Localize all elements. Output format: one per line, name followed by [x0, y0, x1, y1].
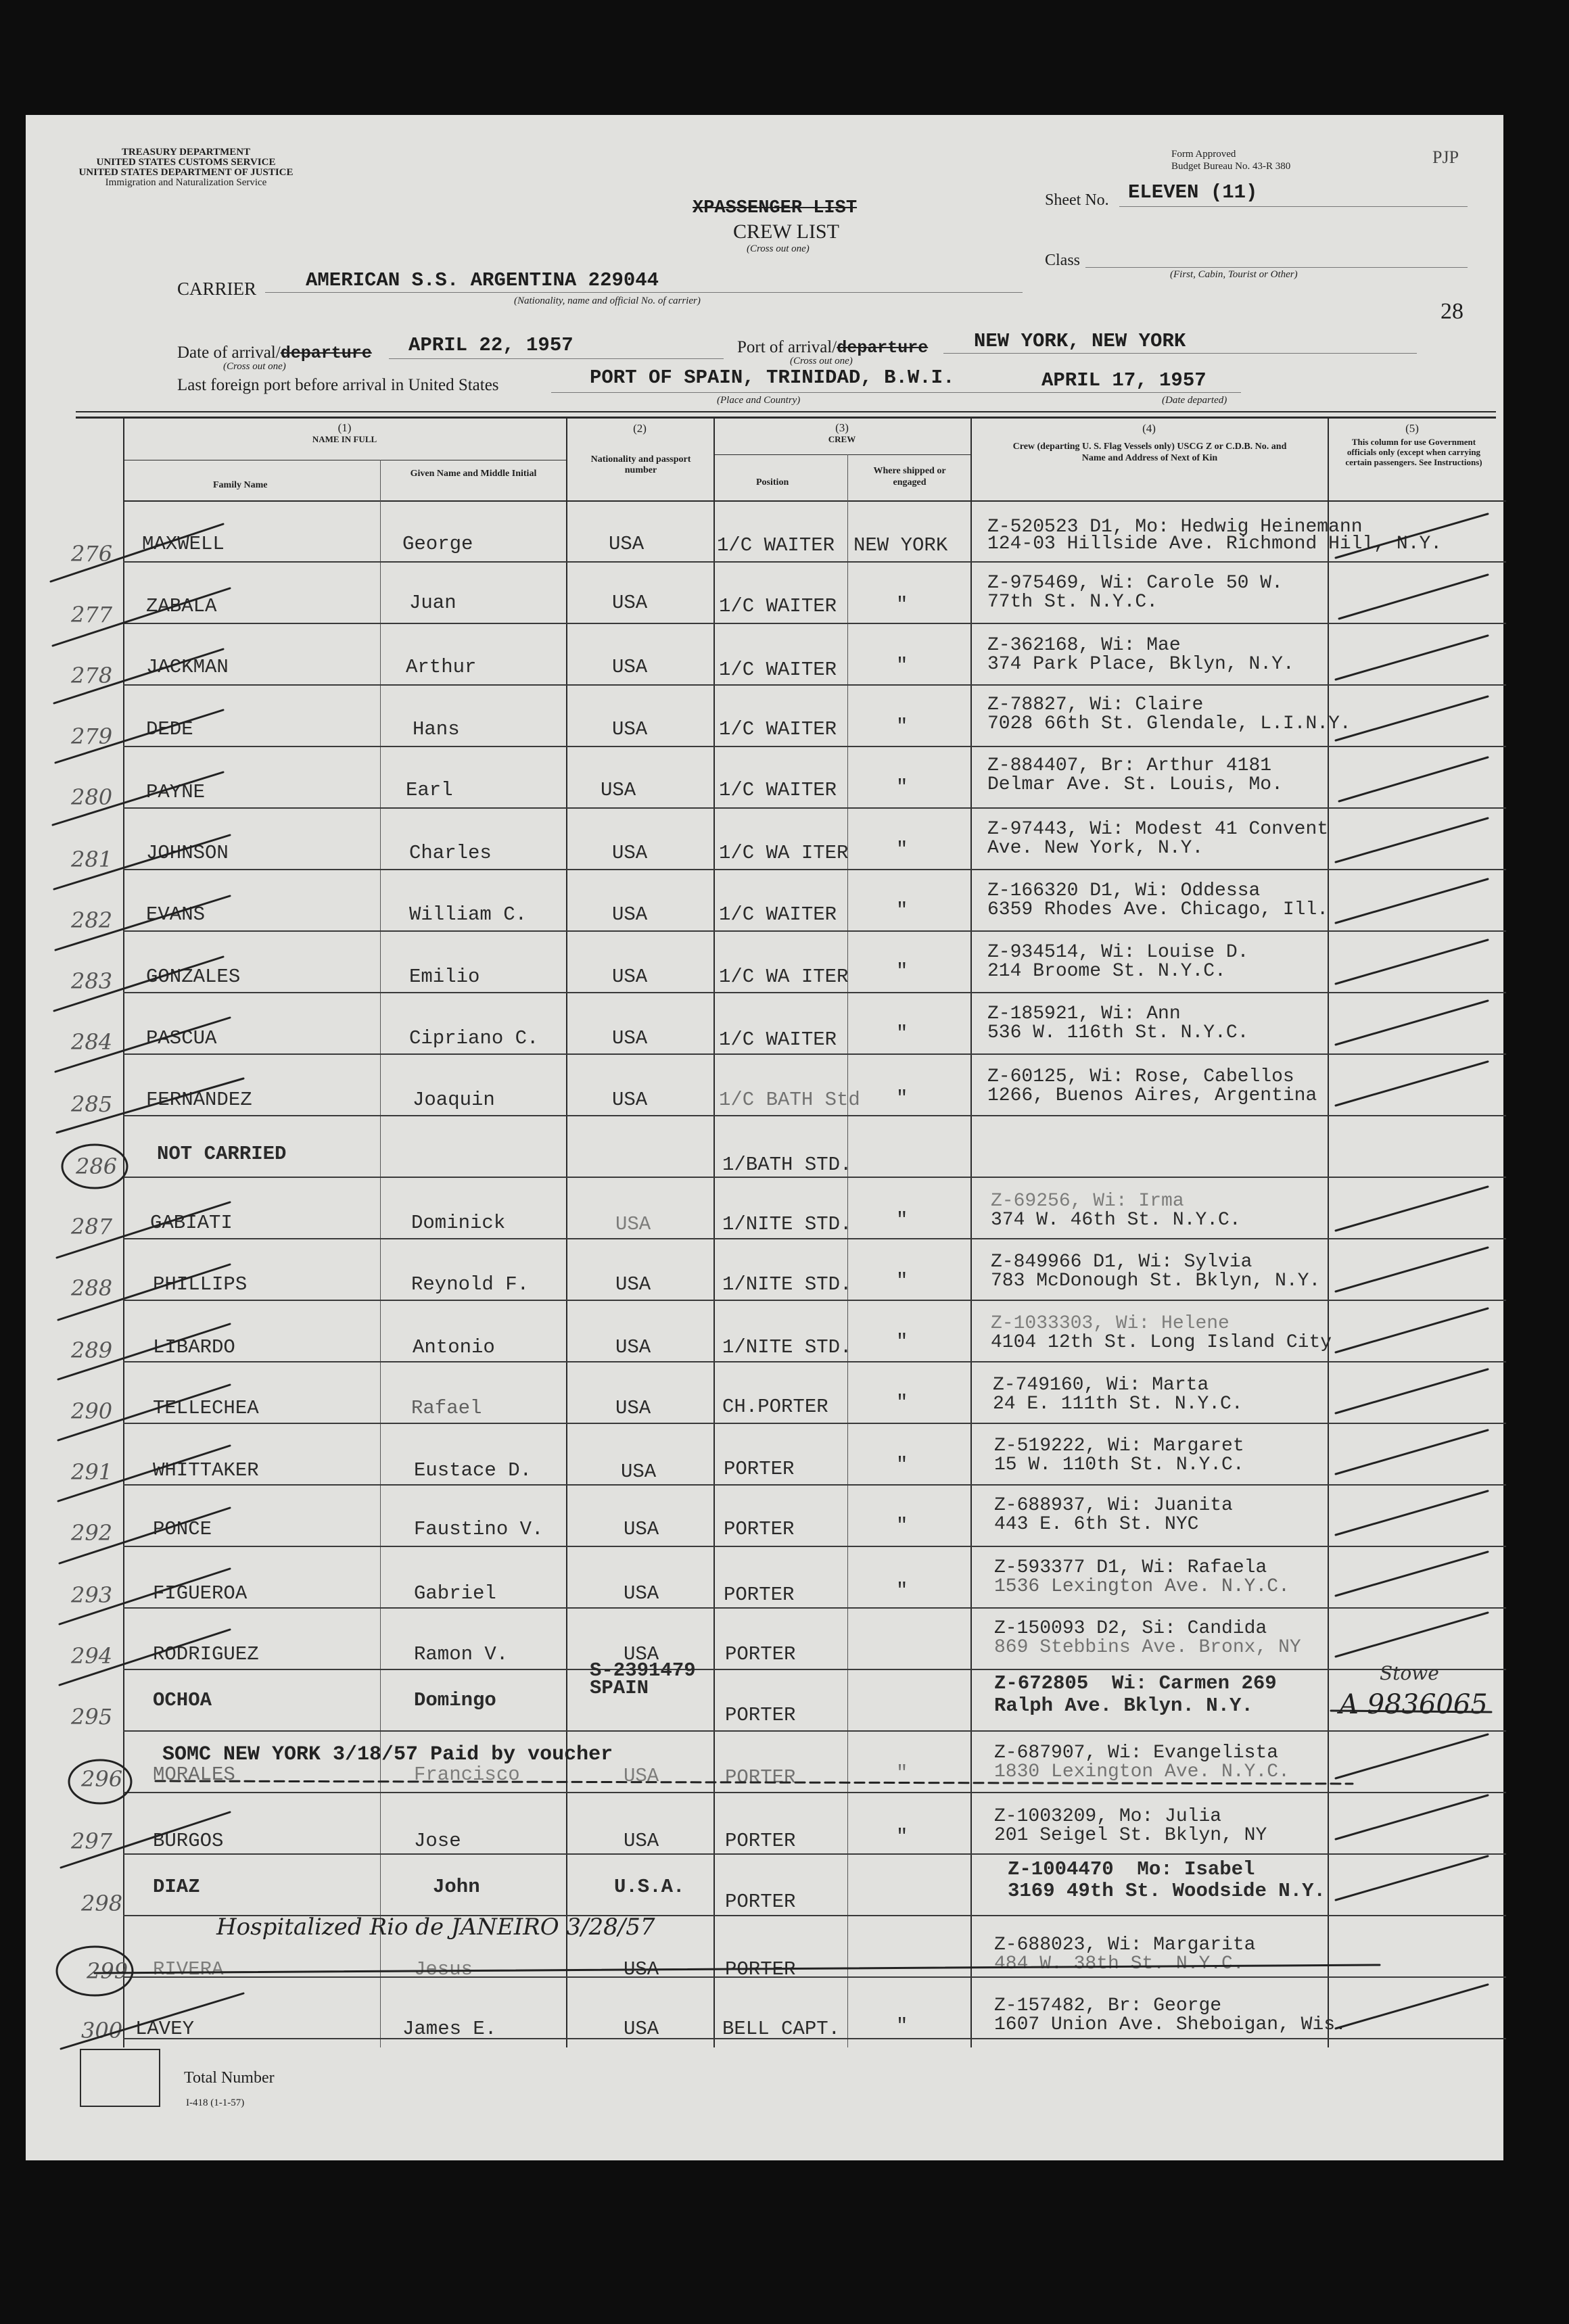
cross-out-hint: (Cross out one) [223, 361, 286, 372]
next-of-kin-line: Z-1003209, Mo: Julia [994, 1806, 1222, 1827]
agency-line: TREASURY DEPARTMENT [121, 147, 251, 158]
position: 1/C WA ITER [719, 842, 849, 864]
where-shipped: " [896, 899, 908, 922]
date-departed-value: APRIL 17, 1957 [1041, 369, 1207, 392]
row-number: 295 [71, 1704, 113, 1730]
position: 1/C WAITER [719, 595, 837, 617]
position: PORTER [725, 1958, 796, 1981]
next-of-kin-line: Z-593377 D1, Wi: Rafaela [994, 1557, 1267, 1578]
where-shipped: " [896, 1331, 908, 1353]
where-shipped: " [896, 594, 908, 616]
family-name: GABIATI [150, 1212, 233, 1234]
next-of-kin-line: 1830 Lexington Ave. N.Y.C. [994, 1761, 1290, 1782]
row-number: 289 [71, 1337, 113, 1363]
row-number: 288 [71, 1275, 113, 1301]
next-of-kin-line: 6359 Rhodes Ave. Chicago, Ill. [987, 899, 1329, 920]
nationality: USA [624, 1582, 659, 1605]
where-shipped: " [896, 776, 908, 799]
given-name: John [433, 1876, 480, 1898]
col-1-header: (1) NAME IN FULL [312, 421, 377, 444]
position: CH.PORTER [722, 1396, 828, 1418]
family-name: MORALES [153, 1763, 235, 1786]
cross-out-hint: (Cross out one) [790, 356, 853, 366]
given-name: Gabriel [414, 1582, 496, 1605]
family-name: LIBARDO [153, 1336, 235, 1358]
row-number: 281 [71, 847, 113, 872]
next-of-kin-line: Z-520523 D1, Mo: Hedwig Heinemann [987, 517, 1363, 538]
nationality: USA [609, 533, 645, 555]
class-hint: (First, Cabin, Tourist or Other) [1170, 269, 1298, 280]
next-of-kin-line: Z-60125, Wi: Rose, Cabellos [987, 1066, 1294, 1087]
carrier-hint: (Nationality, name and official No. of carrier) [514, 295, 701, 306]
nationality: USA [612, 1027, 648, 1049]
given-name: Rafael [411, 1397, 482, 1419]
where-shipped: " [896, 838, 908, 861]
next-of-kin-line: 869 Stebbins Ave. Bronx, NY [994, 1637, 1301, 1658]
next-of-kin-line: 374 W. 46th St. N.Y.C. [991, 1210, 1241, 1231]
family-name: NOT CARRIED [157, 1143, 287, 1165]
nationality: USA [612, 718, 648, 740]
position: PORTER [725, 1704, 796, 1726]
family-name: DIAZ [153, 1876, 200, 1898]
total-number-box [80, 2049, 160, 2107]
where-shipped: " [896, 1022, 908, 1045]
col-where-shipped: Where shipped or engaged [873, 466, 946, 488]
position: 1/C WAITER [719, 779, 837, 801]
row-number: 299 [87, 1958, 128, 1984]
port-value: NEW YORK, NEW YORK [974, 330, 1186, 352]
col-4-number: (4) [1142, 422, 1156, 435]
where-shipped: " [896, 1515, 908, 1537]
given-name: Joaquin [413, 1089, 495, 1111]
col-given-name: Given Name and Middle Initial [410, 469, 537, 479]
carrier-label: CARRIER [177, 279, 257, 299]
position: PORTER [725, 1830, 796, 1852]
where-shipped: " [896, 1270, 908, 1292]
col-position: Position [756, 477, 789, 488]
next-of-kin-line: 1607 Union Ave. Sheboigan, Wis. [994, 2014, 1346, 2035]
position: 1/C WAITER [719, 659, 837, 681]
given-name: Emilio [409, 966, 480, 988]
position: PORTER [724, 1518, 795, 1540]
row-number: 287 [71, 1214, 113, 1239]
nationality: USA [615, 1213, 651, 1235]
family-name: LAVEY [135, 2018, 195, 2040]
given-name: Ramon V. [414, 1643, 509, 1665]
nationality: USA [612, 966, 648, 988]
col-official-use: This column for use Government officials only (except when carrying certain passengers. See Instructions) [1345, 437, 1482, 467]
position: 1/C BATH Std [719, 1089, 860, 1111]
row-number: 297 [71, 1828, 113, 1854]
given-name: Faustino V. [414, 1518, 544, 1540]
position: PORTER [724, 1458, 795, 1480]
row-number: 285 [71, 1091, 113, 1117]
position: PORTER [725, 1766, 796, 1788]
next-of-kin-line: 124-03 Hillside Ave. Richmond Hill, N.Y. [987, 533, 1443, 554]
next-of-kin-line: 201 Seigel St. Bklyn, NY [994, 1825, 1267, 1846]
next-of-kin-line: Z-884407, Br: Arthur 4181 [987, 755, 1272, 776]
cross-out-hint: (Cross out one) [747, 243, 810, 254]
family-name: RIVERA [153, 1958, 224, 1981]
nationality: USA [612, 1089, 648, 1111]
agency-line: UNITED STATES DEPARTMENT OF JUSTICE [78, 167, 294, 178]
next-of-kin-line: Z-519222, Wi: Margaret [994, 1436, 1244, 1456]
nationality: USA [612, 592, 648, 614]
given-name: Jose [414, 1830, 461, 1852]
col-nationality: Nationality and passport number [590, 454, 691, 475]
where-shipped: " [896, 1826, 908, 1848]
given-name: Jesus [414, 1958, 473, 1981]
position: PORTER [725, 1891, 796, 1913]
col-2-number: (2) [633, 422, 647, 435]
next-of-kin-line: 443 E. 6th St. NYC [994, 1514, 1199, 1535]
given-name: Charles [409, 842, 492, 864]
next-of-kin-line: Z-166320 D1, Wi: Oddessa [987, 880, 1261, 901]
row-number: 284 [71, 1029, 113, 1055]
next-of-kin-line: 7028 66th St. Glendale, L.I.N.Y. [987, 713, 1351, 734]
next-of-kin-line: Z-150093 D2, Si: Candida [994, 1618, 1267, 1639]
nationality: USA [615, 1336, 651, 1358]
row-number: 283 [71, 968, 113, 994]
next-of-kin-line: 536 W. 116th St. N.Y.C. [987, 1022, 1249, 1043]
next-of-kin-line: Z-849966 D1, Wi: Sylvia [991, 1252, 1252, 1273]
family-name: GONZALES [146, 966, 241, 988]
family-name: TELLECHEA [153, 1397, 259, 1419]
next-of-kin-line: 77th St. N.Y.C. [987, 592, 1158, 613]
budget-bureau: Budget Bureau No. 43-R 380 [1171, 161, 1291, 172]
nationality: USA [624, 1643, 659, 1665]
handwritten-mark: Stowe [1380, 1662, 1439, 1684]
where-shipped: NEW YORK [853, 534, 948, 556]
date-arrival-label: Date of arrival/departure [177, 343, 372, 363]
form-approved: Form Approved [1171, 149, 1236, 160]
family-name: BURGOS [153, 1830, 224, 1852]
row-number: 282 [71, 907, 113, 933]
row-number: 279 [71, 724, 113, 749]
next-of-kin-line: 3169 49th St. Woodside N.Y. [1008, 1880, 1326, 1902]
crossed-title: XPASSENGER LIST [693, 198, 858, 218]
where-shipped: " [896, 715, 908, 738]
nationality: U.S.A. [614, 1876, 685, 1898]
next-of-kin-line: Z-688937, Wi: Juanita [994, 1495, 1233, 1516]
hospitalized-annotation: Hospitalized Rio de JANEIRO 3/28/57 [216, 1914, 655, 1941]
position: 1/NITE STD. [722, 1336, 852, 1358]
position: 1/C WAITER [717, 534, 835, 556]
where-shipped: " [896, 655, 908, 677]
family-name: PHILLIPS [153, 1273, 248, 1296]
row-number: 290 [71, 1398, 113, 1424]
given-name: Eustace D. [414, 1459, 532, 1481]
given-name: Reynold F. [411, 1273, 530, 1296]
next-of-kin-line: Z-157482, Br: George [994, 1995, 1222, 2016]
given-name: George [402, 533, 473, 555]
nationality: USA [624, 2018, 659, 2040]
next-of-kin-line: 783 McDonough St. Bklyn, N.Y. [991, 1271, 1321, 1291]
position: 1/C WA ITER [719, 966, 849, 988]
nationality: USA [612, 656, 648, 678]
family-name: ZABALA [146, 595, 217, 617]
next-of-kin-line: 1536 Lexington Ave. N.Y.C. [994, 1576, 1290, 1597]
row-number: 291 [71, 1459, 113, 1485]
nationality: USA [621, 1461, 657, 1483]
position: PORTER [724, 1584, 795, 1606]
next-of-kin-line: Z-78827, Wi: Claire [987, 694, 1204, 715]
sheet-label: Sheet No. [1045, 191, 1109, 209]
next-of-kin-line: Z-934514, Wi: Louise D. [987, 942, 1249, 963]
where-shipped: " [896, 1454, 908, 1476]
list-title: CREW LIST [733, 220, 839, 243]
next-of-kin-line: 214 Broome St. N.Y.C. [987, 961, 1226, 982]
next-of-kin-line: Z-185921, Wi: Ann [987, 1003, 1181, 1024]
family-name: PASCUA [146, 1027, 217, 1049]
position: 1/C WAITER [719, 1028, 837, 1051]
given-name: Dominick [411, 1212, 506, 1234]
where-shipped: " [896, 1392, 908, 1414]
given-name: William C. [409, 903, 528, 926]
form-number: I-418 (1-1-57) [186, 2097, 245, 2108]
date-arrival-value: APRIL 22, 1957 [408, 334, 573, 356]
row-number: 294 [71, 1643, 113, 1669]
row-number: 278 [71, 663, 113, 688]
row-number: 296 [81, 1766, 123, 1792]
family-name: WHITTAKER [153, 1459, 259, 1481]
next-of-kin-line: 4104 12th St. Long Island City [991, 1332, 1332, 1353]
last-port-hint: (Place and Country) [717, 395, 801, 406]
nationality: USA [615, 1273, 651, 1296]
given-name: Juan [409, 592, 456, 614]
col-3-header: (3) CREW [828, 421, 856, 444]
nationality: S-2391479 SPAIN [590, 1659, 696, 1699]
next-of-kin-line: Z-69256, Wi: Irma [991, 1191, 1184, 1212]
position: BELL CAPT. [722, 2018, 841, 2040]
position: 1/NITE STD. [722, 1213, 852, 1235]
nationality: USA [612, 903, 648, 926]
last-port-label: Last foreign port before arrival in United States [177, 376, 499, 394]
position: 1/C WAITER [719, 718, 837, 740]
family-name: RODRIGUEZ [153, 1643, 259, 1665]
row-number: 286 [76, 1154, 118, 1179]
agency-line: UNITED STATES CUSTOMS SERVICE [96, 157, 276, 168]
col-5-number: (5) [1405, 422, 1419, 435]
next-of-kin-line: 15 W. 110th St. N.Y.C. [994, 1454, 1244, 1475]
agency-line: Immigration and Naturalization Service [105, 177, 267, 188]
next-of-kin-line: Z-687907, Wi: Evangelista [994, 1742, 1279, 1763]
class-label: Class [1045, 252, 1081, 269]
given-name: Cipriano C. [409, 1027, 539, 1049]
next-of-kin-line: 24 E. 111th St. N.Y.C. [993, 1394, 1243, 1415]
position: PORTER [725, 1643, 796, 1665]
given-name: Arthur [406, 656, 477, 678]
row-number: 280 [71, 784, 113, 810]
position: 1/C WAITER [719, 903, 837, 926]
next-of-kin-line: Z-975469, Wi: Carole 50 W. [987, 573, 1283, 594]
col-next-of-kin: Crew (departing U. S. Flag Vessels only) USCG Z or C.D.B. No. and Name and Address of Next of Kin [1012, 442, 1287, 463]
somc-annotation: SOMC NEW YORK 3/18/57 Paid by voucher [162, 1743, 613, 1766]
next-of-kin-line: Z-672805 Wi: Carmen 269 [994, 1672, 1277, 1694]
date-departed-hint: (Date departed) [1162, 395, 1227, 406]
where-shipped: " [896, 1762, 908, 1784]
sheet-value: ELEVEN (11) [1128, 181, 1258, 204]
last-port-value: PORT OF SPAIN, TRINIDAD, B.W.I. [590, 366, 955, 389]
next-of-kin-line: 374 Park Place, Bklyn, N.Y. [987, 654, 1294, 675]
port-label: Port of arrival/departure [737, 338, 929, 358]
family-name: JACKMAN [146, 656, 229, 678]
family-name: PONCE [153, 1518, 212, 1540]
row-number: 298 [81, 1891, 123, 1916]
row-number: 277 [71, 602, 113, 627]
next-of-kin-line: Delmar Ave. St. Louis, Mo. [987, 774, 1283, 795]
next-of-kin-line: Z-362168, Wi: Mae [987, 635, 1181, 656]
where-shipped: " [896, 2015, 908, 2037]
next-of-kin-line: Z-1033303, Wi: Helene [991, 1313, 1230, 1334]
col-family-name: Family Name [213, 480, 268, 490]
given-name: Francisco [414, 1763, 520, 1786]
carrier-value: AMERICAN S.S. ARGENTINA 229044 [306, 269, 659, 291]
next-of-kin-line: Ave. New York, N.Y. [987, 838, 1204, 859]
nationality: USA [615, 1397, 651, 1419]
next-of-kin-line: Z-97443, Wi: Modest 41 Convent [987, 819, 1329, 840]
next-of-kin-line: Z-749160, Wi: Marta [993, 1375, 1209, 1396]
family-name: FIGUEROA [153, 1582, 248, 1605]
next-of-kin-line: Z-688023, Wi: Margarita [994, 1935, 1256, 1955]
family-name: FERNANDEZ [146, 1089, 252, 1111]
family-name: DEDE [146, 718, 193, 740]
row-number: 300 [81, 2018, 123, 2043]
given-name: Hans [413, 718, 460, 740]
initials: PJP [1432, 147, 1459, 167]
nationality: USA [601, 779, 636, 801]
where-shipped: " [896, 960, 908, 982]
family-name: OCHOA [153, 1689, 212, 1711]
total-number-label: Total Number [184, 2069, 275, 2087]
position: 1/NITE STD. [722, 1273, 852, 1296]
position: 1/BATH STD. [722, 1154, 852, 1176]
row-number: 293 [71, 1582, 113, 1608]
where-shipped: " [896, 1209, 908, 1231]
given-name: James E. [402, 2018, 497, 2040]
nationality: USA [624, 1765, 659, 1787]
family-name: EVANS [146, 903, 206, 926]
next-of-kin-line: Ralph Ave. Bklyn. N.Y. [994, 1694, 1253, 1717]
family-name: JOHNSON [146, 842, 229, 864]
next-of-kin-line: Z-1004470 Mo: Isabel [1008, 1858, 1255, 1880]
given-name: Domingo [414, 1689, 496, 1711]
nationality: USA [624, 1518, 659, 1540]
alien-number: A 9836065 [1339, 1689, 1488, 1720]
row-number: 292 [71, 1520, 113, 1546]
page-number: 28 [1441, 299, 1463, 324]
nationality: USA [612, 842, 648, 864]
nationality: USA [624, 1830, 659, 1852]
given-name: Earl [406, 779, 453, 801]
given-name: Antonio [413, 1336, 495, 1358]
next-of-kin-line: 1266, Buenos Aires, Argentina [987, 1085, 1317, 1106]
where-shipped: " [896, 1580, 908, 1602]
row-number: 276 [71, 541, 113, 567]
family-name: PAYNE [146, 781, 206, 803]
nationality: USA [624, 1958, 659, 1981]
next-of-kin-line: 484 W. 38th St. N.Y.C. [994, 1953, 1244, 1974]
where-shipped: " [896, 1087, 908, 1110]
family-name: MAXWELL [142, 533, 225, 555]
